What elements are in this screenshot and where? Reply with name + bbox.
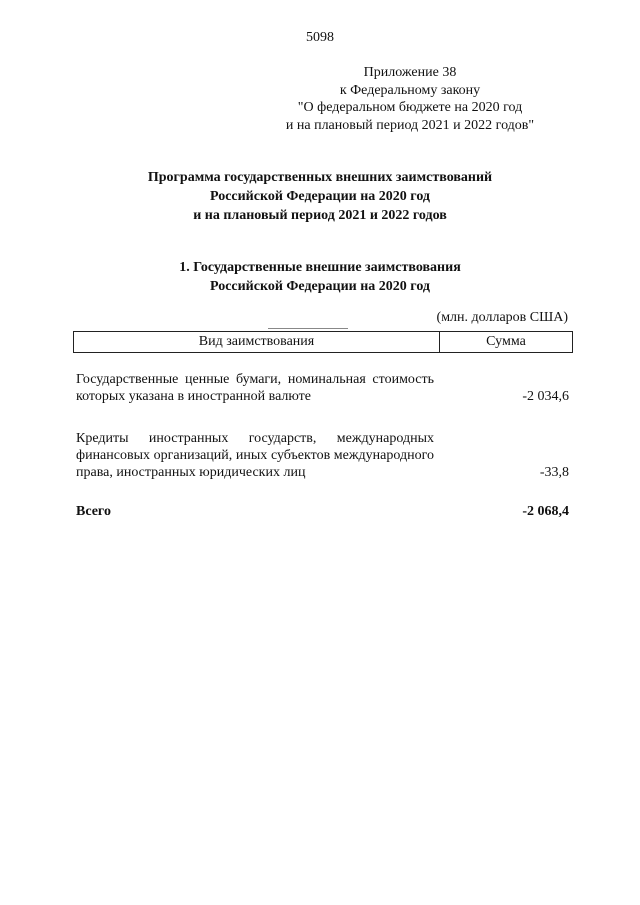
section-line: 1. Государственные внешние заимствования bbox=[179, 260, 461, 275]
borrowing-amount: -33,8 bbox=[539, 465, 569, 480]
table-row bbox=[76, 430, 569, 481]
document-title bbox=[0, 168, 640, 225]
annex-line: к Федеральному закону bbox=[339, 82, 481, 98]
borrowing-type: Государственные ценные бумаги, номинальная стоимость которых указана в иностранной валюте bbox=[76, 372, 434, 404]
total-amount: -2 068,4 bbox=[522, 504, 569, 519]
section-line: Российской Федерации на 2020 год bbox=[209, 279, 430, 294]
units-note: (млн. долларов США) bbox=[436, 310, 568, 325]
borrowing-amount: -2 034,6 bbox=[522, 389, 569, 404]
title-line: Российской Федерации на 2020 год bbox=[209, 189, 430, 204]
header-rule bbox=[268, 328, 348, 329]
table-header bbox=[73, 331, 573, 353]
total-row bbox=[76, 503, 569, 520]
annex-line: и на плановый период 2021 и 2022 годов" bbox=[285, 117, 535, 133]
total-label: Всего bbox=[76, 504, 111, 519]
title-line: и на плановый период 2021 и 2022 годов bbox=[193, 208, 447, 223]
annex-line: Приложение 38 bbox=[363, 65, 457, 80]
column-header-type: Вид заимствования bbox=[74, 332, 440, 352]
annex-line: "О федеральном бюджете на 2020 год bbox=[297, 100, 523, 115]
borrowing-type: Кредиты иностранных государств, международных финансовых организаций, иных субъектов международного права, иностранных юридических лиц bbox=[76, 431, 434, 480]
annex-reference bbox=[260, 64, 560, 134]
table-row bbox=[76, 371, 569, 405]
page-number: 5098 bbox=[306, 30, 334, 45]
title-line: Программа государственных внешних заимствований bbox=[147, 170, 493, 185]
section-heading bbox=[0, 258, 640, 296]
column-header-amount: Сумма bbox=[486, 334, 526, 349]
